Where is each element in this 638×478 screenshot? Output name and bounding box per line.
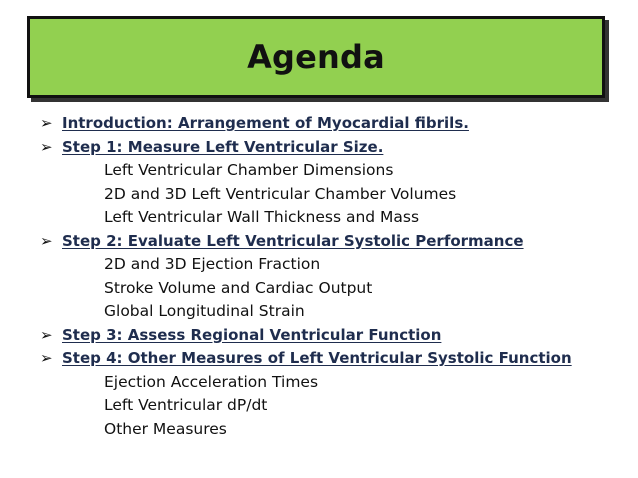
agenda-subitem: Left Ventricular Chamber Dimensions xyxy=(104,161,394,179)
agenda-item-step-4 xyxy=(42,347,632,441)
agenda-item-row xyxy=(40,347,632,371)
agenda-item-step-2 xyxy=(42,230,632,324)
agenda-subitem: Other Measures xyxy=(104,419,227,438)
arrow-bullet-icon: ➢ xyxy=(40,138,53,156)
slide-title: Agenda xyxy=(247,38,385,76)
agenda-subitem: Stroke Volume and Cardiac Output xyxy=(104,278,373,297)
agenda-item-label[interactable]: Step 4: Other Measures of Left Ventricular Systolic Function xyxy=(62,349,572,367)
agenda-item-label[interactable]: Introduction: Arrangement of Myocardial fibrils. xyxy=(62,114,469,132)
agenda-item-step-1 xyxy=(42,136,632,230)
agenda-item-row xyxy=(40,136,632,160)
arrow-bullet-icon: ➢ xyxy=(40,115,53,132)
agenda-item-row xyxy=(40,324,632,348)
arrow-bullet-icon: ➢ xyxy=(40,232,53,250)
arrow-bullet-icon: ➢ xyxy=(40,326,53,344)
agenda-item-label[interactable]: Step 1: Measure Left Ventricular Size. xyxy=(62,137,384,156)
agenda-item-row xyxy=(40,112,632,136)
agenda-subitem: 2D and 3D Left Ventricular Chamber Volumes xyxy=(104,184,457,203)
agenda-item-label[interactable]: Step 3: Assess Regional Ventricular Function xyxy=(62,325,442,344)
agenda-item-row xyxy=(40,230,632,254)
agenda-subitem: Ejection Acceleration Times xyxy=(104,372,319,391)
agenda-subitem: Global Longitudinal Strain xyxy=(104,302,305,320)
agenda-subitem: Left Ventricular dP/dt xyxy=(104,396,268,414)
agenda-item-introduction xyxy=(42,112,632,136)
agenda-list xyxy=(42,112,632,441)
agenda-item-step-3 xyxy=(42,324,632,348)
agenda-subitem: 2D and 3D Ejection Fraction xyxy=(104,255,321,273)
agenda-subitem: Left Ventricular Wall Thickness and Mass xyxy=(104,208,420,226)
arrow-bullet-icon: ➢ xyxy=(40,350,53,367)
agenda-item-label[interactable]: Step 2: Evaluate Left Ventricular Systolic Performance xyxy=(62,231,524,250)
title-banner xyxy=(27,16,605,98)
